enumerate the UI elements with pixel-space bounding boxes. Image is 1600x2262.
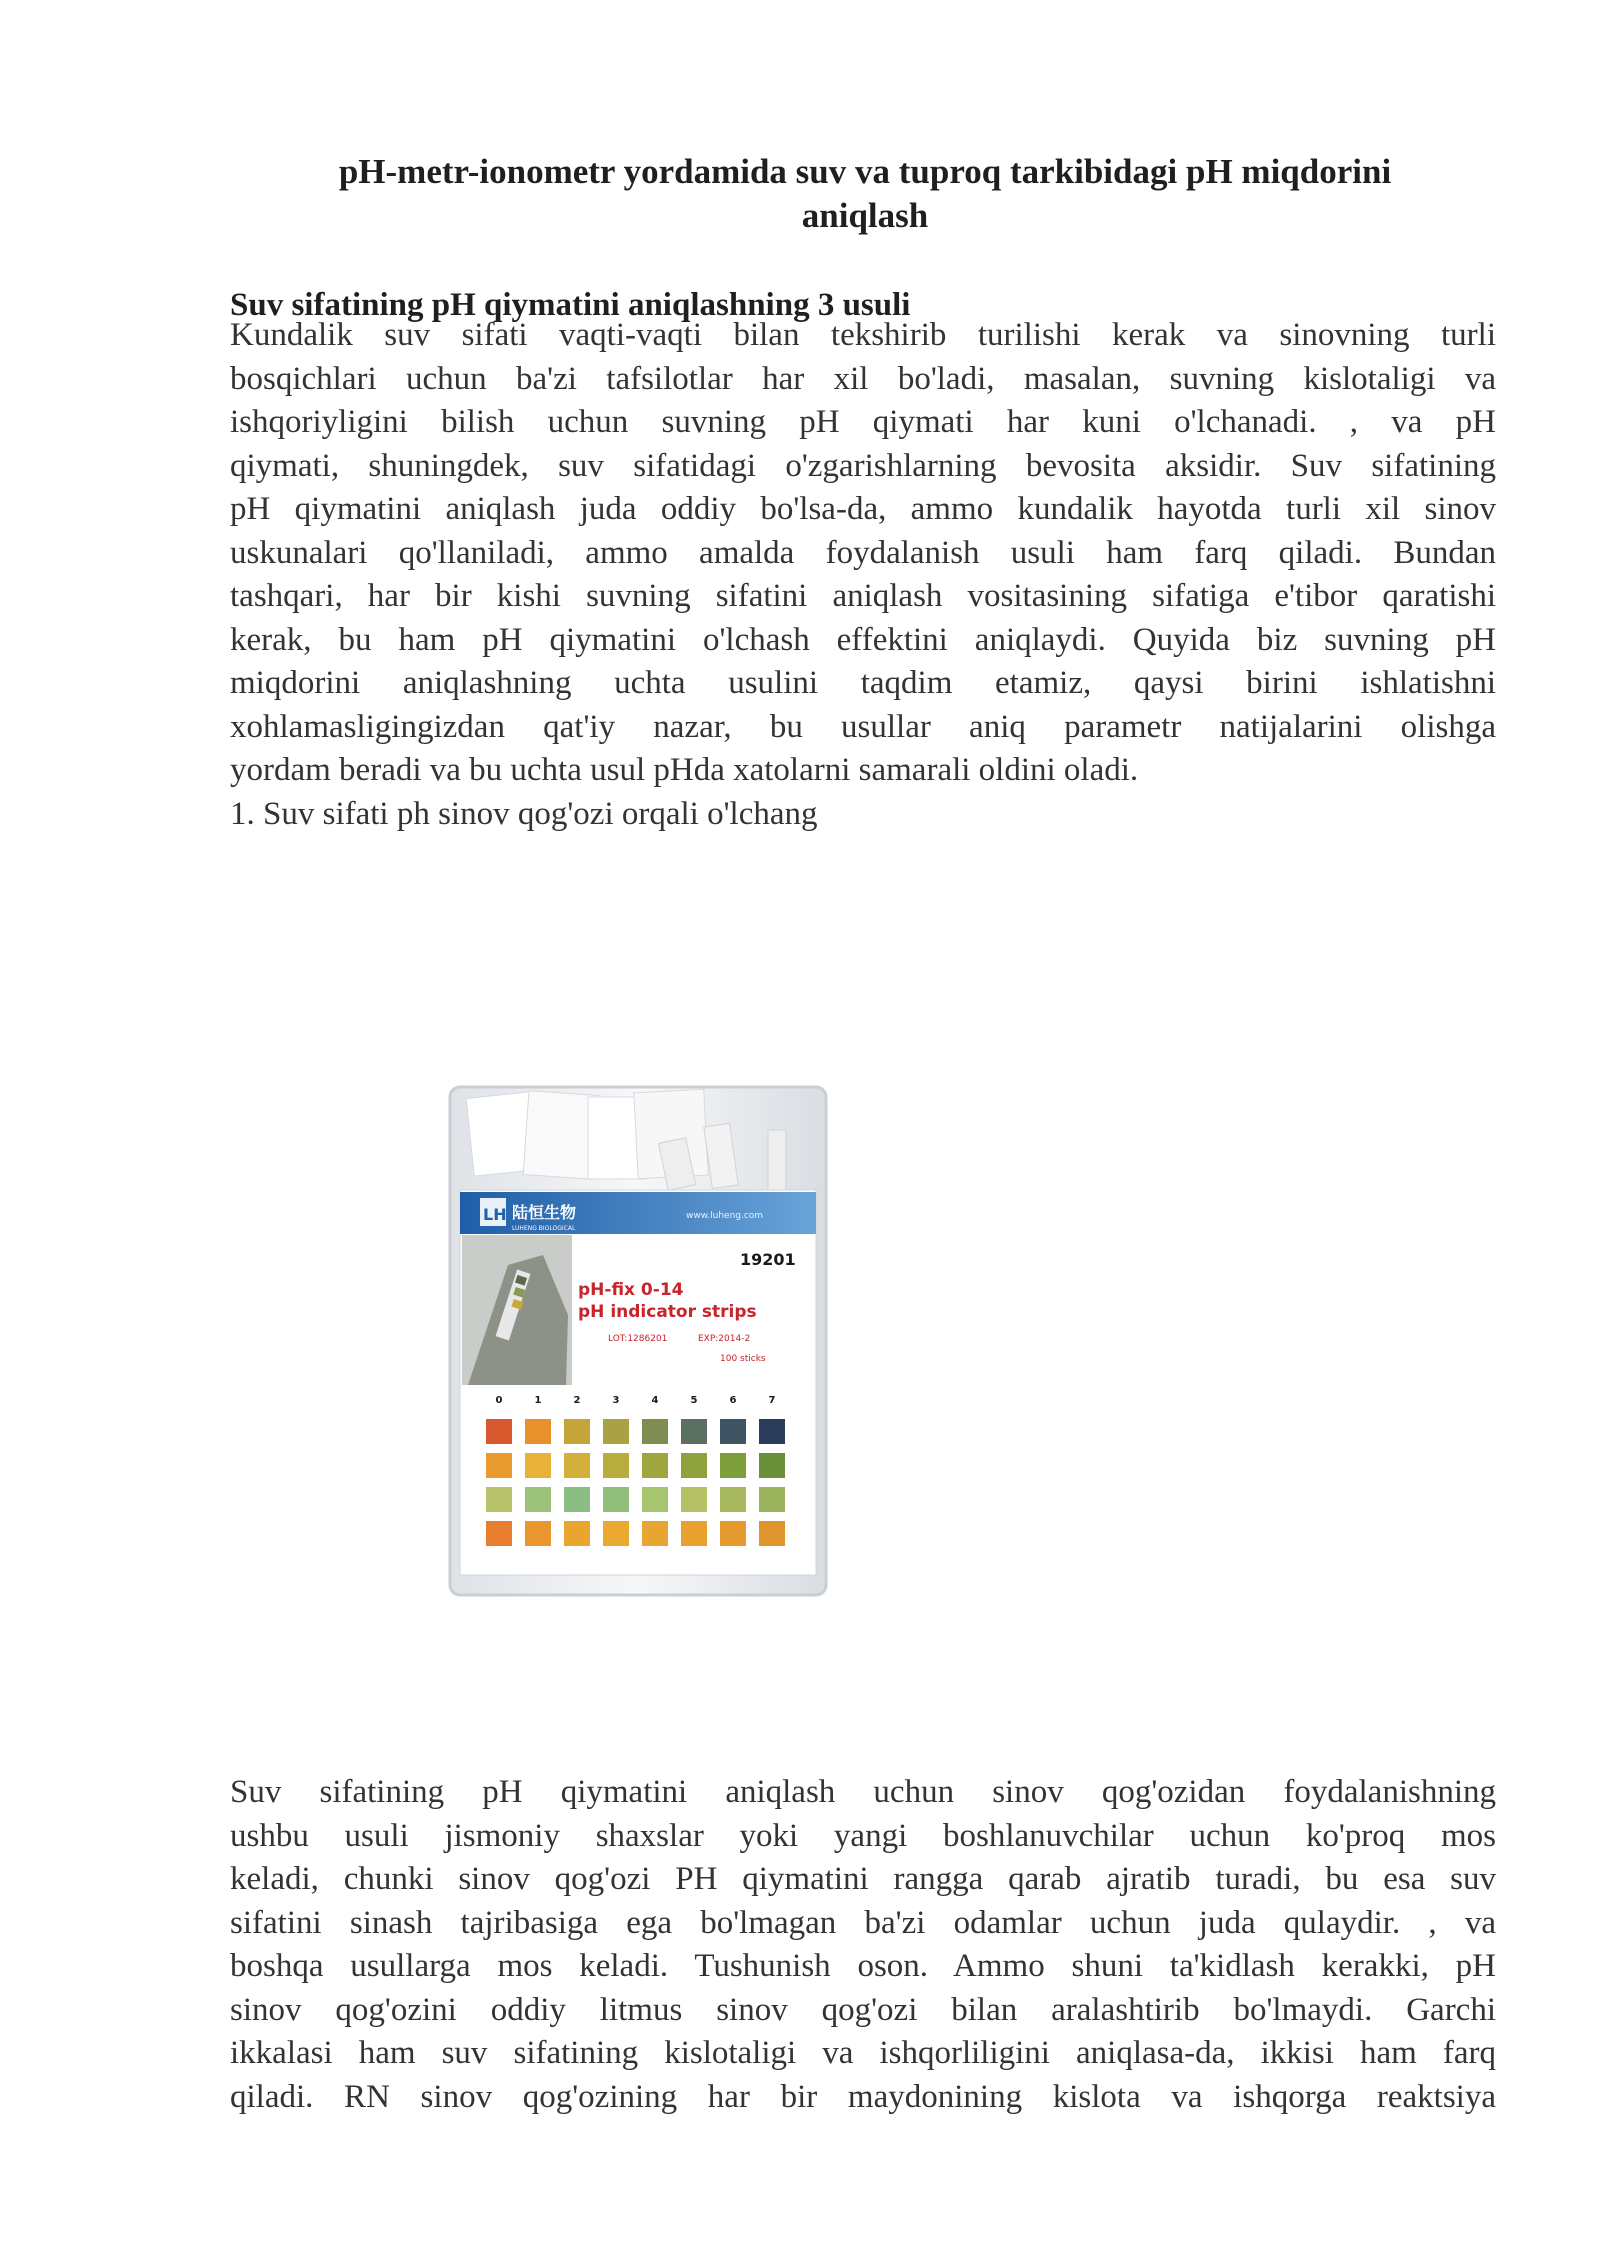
- color-swatch: [681, 1521, 707, 1546]
- color-swatch: [759, 1419, 785, 1444]
- color-swatch: [642, 1419, 668, 1444]
- text-line: keladi, chunki sinov qog'ozi PH qiymatini rangga qarab ajratib turadi, bu esa suv: [230, 1861, 1496, 1897]
- color-swatch: [603, 1521, 629, 1546]
- expiry: EXP:2014-2: [698, 1334, 751, 1344]
- color-swatch: [642, 1487, 668, 1512]
- color-swatch: [525, 1521, 551, 1546]
- title-line: pH-metr-ionometr yordamida suv va tuproq tarkibidagi pH miqdorini: [338, 152, 1392, 191]
- color-swatch: [486, 1419, 512, 1444]
- lot-number: LOT:1286201: [608, 1334, 668, 1344]
- color-swatch: [720, 1521, 746, 1546]
- color-swatch: [642, 1453, 668, 1478]
- text-line: kerak, bu ham pH qiymatini o'lchash effektini aniqlaydi. Quyida biz suvning pH: [230, 621, 1496, 658]
- text-line: ushbu usuli jismoniy shaxslar yoki yangi boshlanuvchilar uchun ko'proq mos: [230, 1817, 1496, 1854]
- color-swatch: [486, 1487, 512, 1512]
- text-line: xohlamasligingizdan qat'iy nazar, bu usullar aniq parametr natijalarini olishga: [230, 708, 1496, 745]
- brand-logo: LH: [483, 1205, 507, 1224]
- numbered-item: 1. Suv sifati ph sinov qog'ozi orqali o'lchang: [230, 795, 818, 832]
- scale-number: 0: [495, 1395, 503, 1406]
- text-line: Suv sifatining pH qiymatini aniqlash uchun sinov qog'ozidan foydalanishning: [230, 1774, 1496, 1810]
- color-swatch: [681, 1453, 707, 1478]
- scale-number: 6: [729, 1395, 737, 1406]
- text-line: miqdorini aniqlashning uchta usulini taqdim etamiz, qaysi birini ishlatishni: [230, 665, 1496, 701]
- text-line: qiymati, shuningdek, suv sifatidagi o'zgarishlarning bevosita aksidir. Suv sifatining: [230, 447, 1496, 484]
- color-swatch: [564, 1521, 590, 1546]
- color-swatch: [681, 1419, 707, 1444]
- scale-number: 3: [612, 1395, 620, 1406]
- text-line: sifatini sinash tajribasiga ega bo'lmagan ba'zi odamlar uchun juda qulaydir. , va: [230, 1904, 1496, 1941]
- text-line: pH qiymatini aniqlash juda oddiy bo'lsa-da, ammo kundalik hayotda turli xil sinov: [230, 491, 1496, 527]
- color-swatch: [759, 1487, 785, 1512]
- paragraph-method: [230, 1771, 1496, 2119]
- title-line: aniqlash: [801, 196, 929, 235]
- color-swatch: [720, 1453, 746, 1478]
- text-line: qiladi. RN sinov qog'ozining har bir maydonining kislota va ishqorga reaktsiya: [230, 2078, 1496, 2115]
- product-code: 19201: [740, 1250, 796, 1269]
- color-swatch: [564, 1453, 590, 1478]
- color-swatch: [525, 1453, 551, 1478]
- ph-strip-box-image: [448, 1085, 828, 1597]
- section-heading: Suv sifatining pH qiymatini aniqlashning 3 usuli: [230, 287, 911, 323]
- text-line: Kundalik suv sifati vaqti-vaqti bilan tekshirib turilishi kerak va sinovning turli: [230, 317, 1496, 353]
- scale-number: 5: [690, 1395, 698, 1406]
- scale-number: 2: [573, 1395, 581, 1406]
- color-swatch: [759, 1453, 785, 1478]
- brand-name: 陆恒生物: [512, 1203, 577, 1222]
- scale-number: 1: [534, 1395, 542, 1406]
- color-swatch: [564, 1419, 590, 1444]
- brand-subtitle: LUHENG BIOLOGICAL: [512, 1225, 576, 1232]
- color-swatch: [759, 1521, 785, 1546]
- color-swatch: [525, 1419, 551, 1444]
- product-line-2: pH indicator strips: [578, 1302, 757, 1322]
- color-swatch: [486, 1453, 512, 1478]
- color-swatch: [525, 1487, 551, 1512]
- color-swatch: [720, 1487, 746, 1512]
- color-swatch: [681, 1487, 707, 1512]
- color-swatch: [603, 1453, 629, 1478]
- stick-count: 100 sticks: [720, 1354, 766, 1364]
- scale-number: 7: [768, 1395, 776, 1406]
- text-line: uskunalari qo'llaniladi, ammo amalda foydalanish usuli ham farq qiladi. Bundan: [230, 534, 1496, 571]
- product-line-1: pH-fix 0-14: [578, 1280, 684, 1300]
- text-line: ikkalasi ham suv sifatining kislotaligi va ishqorliligini aniqlasa-da, ikkisi ham farq: [230, 2035, 1496, 2071]
- paragraph-intro: [230, 314, 1496, 836]
- color-swatch: [486, 1521, 512, 1546]
- color-swatch: [642, 1521, 668, 1546]
- text-line: ishqoriyligini bilish uchun suvning pH qiymati har kuni o'lchanadi. , va pH: [230, 404, 1496, 440]
- text-line: boshqa usullarga mos keladi. Tushunish oson. Ammo shuni ta'kidlash kerakki, pH: [230, 1948, 1496, 1984]
- text-line: tashqari, har bir kishi suvning sifatini aniqlash vositasining sifatiga e'tibor qaratishi: [230, 578, 1496, 614]
- color-swatch: [603, 1419, 629, 1444]
- text-line: bosqichlari uchun ba'zi tafsilotlar har xil bo'ladi, masalan, suvning kislotaligi va: [230, 360, 1496, 397]
- color-swatch: [603, 1487, 629, 1512]
- scale-number: 4: [651, 1395, 659, 1406]
- color-swatch: [720, 1419, 746, 1444]
- text-line: yordam beradi va bu uchta usul pHda xatolarni samarali oldini oladi.: [230, 752, 1139, 788]
- text-line: sinov qog'ozini oddiy litmus sinov qog'ozi bilan aralashtirib bo'lmaydi. Garchi: [230, 1991, 1496, 2028]
- color-swatch: [564, 1487, 590, 1512]
- document-title: [230, 150, 1500, 238]
- website: www.luheng.com: [686, 1211, 764, 1221]
